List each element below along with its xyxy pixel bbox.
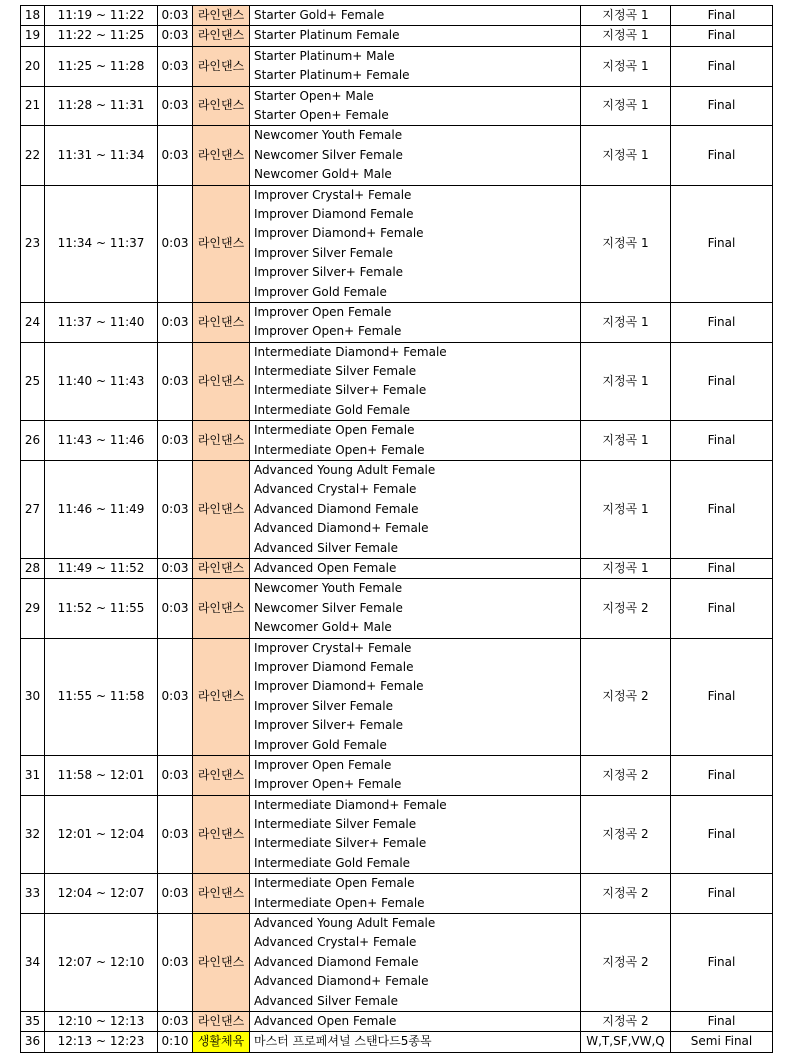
round-stage: Final — [671, 755, 773, 795]
round-stage: Final — [671, 795, 773, 874]
music-selection: 지정곡 2 — [581, 638, 671, 755]
time-slot: 11:43 ~ 11:46 — [45, 421, 158, 461]
event-item: Advanced Diamond+ Female — [254, 974, 429, 989]
event-item: Starter Gold+ Female — [254, 8, 385, 22]
event-item: Newcomer Gold+ Male — [254, 620, 392, 635]
event-item: Improver Gold Female — [254, 737, 387, 752]
table-row — [21, 86, 773, 126]
duration: 0:03 — [158, 342, 193, 421]
event-item: Intermediate Diamond+ Female — [254, 344, 447, 359]
duration: 0:03 — [158, 6, 193, 26]
music-selection: 지정곡 1 — [581, 6, 671, 26]
event-list — [250, 874, 581, 914]
genre: 라인댄스 — [193, 638, 250, 755]
row-number: 27 — [21, 461, 45, 559]
time-slot: 11:28 ~ 11:31 — [45, 86, 158, 126]
event-item: Advanced Diamond+ Female — [254, 521, 429, 536]
event-item: Intermediate Open Female — [254, 423, 415, 438]
event-list — [250, 342, 581, 421]
time-slot: 11:52 ~ 11:55 — [45, 579, 158, 638]
event-item: Improver Open+ Female — [254, 777, 402, 792]
time-slot: 12:01 ~ 12:04 — [45, 795, 158, 874]
row-number: 30 — [21, 638, 45, 755]
table-row — [21, 185, 773, 302]
time-slot: 11:34 ~ 11:37 — [45, 185, 158, 302]
time-slot: 11:40 ~ 11:43 — [45, 342, 158, 421]
row-number: 29 — [21, 579, 45, 638]
duration: 0:03 — [158, 461, 193, 559]
row-number: 35 — [21, 1011, 45, 1031]
round-stage: Final — [671, 342, 773, 421]
event-list — [250, 421, 581, 461]
duration: 0:03 — [158, 302, 193, 342]
event-list — [250, 638, 581, 755]
table-row — [21, 46, 773, 86]
table-row — [21, 795, 773, 874]
event-item: Improver Silver Female — [254, 698, 393, 713]
time-slot: 12:13 ~ 12:23 — [45, 1032, 158, 1052]
row-number: 31 — [21, 755, 45, 795]
duration: 0:03 — [158, 86, 193, 126]
genre: 라인댄스 — [193, 874, 250, 914]
table-row — [21, 461, 773, 559]
event-item: Starter Open+ Male — [254, 88, 374, 103]
row-number: 28 — [21, 558, 45, 578]
event-item: Intermediate Open Female — [254, 876, 415, 891]
event-item: Improver Open Female — [254, 304, 392, 319]
row-number: 33 — [21, 874, 45, 914]
music-selection: 지정곡 1 — [581, 421, 671, 461]
event-item: Improver Crystal+ Female — [254, 640, 412, 655]
event-item: Newcomer Silver Female — [254, 147, 403, 162]
music-selection: 지정곡 1 — [581, 46, 671, 86]
event-list — [250, 795, 581, 874]
schedule-table — [20, 5, 773, 1053]
event-list — [250, 86, 581, 126]
event-list — [250, 26, 581, 46]
event-item: Improver Silver+ Female — [254, 718, 404, 733]
event-item: Advanced Crystal+ Female — [254, 482, 417, 497]
event-item: Intermediate Gold Female — [254, 855, 411, 870]
table-row — [21, 874, 773, 914]
row-number: 21 — [21, 86, 45, 126]
duration: 0:03 — [158, 1011, 193, 1031]
event-item: Improver Gold Female — [254, 284, 387, 299]
event-item: Advanced Crystal+ Female — [254, 935, 417, 950]
event-item: Advanced Diamond Female — [254, 501, 419, 516]
genre: 라인댄스 — [193, 795, 250, 874]
genre: 라인댄스 — [193, 579, 250, 638]
music-selection: 지정곡 1 — [581, 342, 671, 421]
event-item: Newcomer Youth Female — [254, 581, 403, 596]
event-item: Improver Silver+ Female — [254, 265, 404, 280]
round-stage: Final — [671, 185, 773, 302]
time-slot: 11:49 ~ 11:52 — [45, 558, 158, 578]
time-slot: 11:58 ~ 12:01 — [45, 755, 158, 795]
round-stage: Final — [671, 558, 773, 578]
event-item: Improver Diamond+ Female — [254, 679, 424, 694]
table-row — [21, 579, 773, 638]
row-number: 22 — [21, 126, 45, 185]
row-number: 19 — [21, 26, 45, 46]
genre: 라인댄스 — [193, 6, 250, 26]
event-item: Advanced Open Female — [254, 560, 397, 575]
genre: 라인댄스 — [193, 302, 250, 342]
row-number: 23 — [21, 185, 45, 302]
table-row — [21, 26, 773, 46]
event-item: 마스터 프로페셔널 스탠다드5종목 — [254, 1034, 432, 1049]
event-item: Advanced Diamond Female — [254, 954, 419, 969]
round-stage: Final — [671, 638, 773, 755]
genre: 라인댄스 — [193, 86, 250, 126]
duration: 0:03 — [158, 185, 193, 302]
round-stage: Final — [671, 86, 773, 126]
genre: 라인댄스 — [193, 342, 250, 421]
round-stage: Final — [671, 914, 773, 1012]
time-slot: 11:19 ~ 11:22 — [45, 6, 158, 26]
table-row — [21, 6, 773, 26]
event-item: Improver Crystal+ Female — [254, 187, 412, 202]
event-list — [250, 185, 581, 302]
round-stage: Final — [671, 26, 773, 46]
event-list — [250, 126, 581, 185]
duration: 0:03 — [158, 795, 193, 874]
event-item: Improver Open Female — [254, 757, 392, 772]
music-selection: 지정곡 1 — [581, 461, 671, 559]
event-list — [250, 461, 581, 559]
event-item: Newcomer Gold+ Male — [254, 167, 392, 182]
music-selection: 지정곡 1 — [581, 26, 671, 46]
table-row — [21, 342, 773, 421]
table-row — [21, 914, 773, 1012]
row-number: 26 — [21, 421, 45, 461]
music-selection: 지정곡 1 — [581, 302, 671, 342]
music-selection: 지정곡 2 — [581, 914, 671, 1012]
event-item: Advanced Open Female — [254, 1013, 397, 1028]
duration: 0:03 — [158, 638, 193, 755]
row-number: 24 — [21, 302, 45, 342]
event-list — [250, 914, 581, 1012]
time-slot: 11:22 ~ 11:25 — [45, 26, 158, 46]
table-row — [21, 1032, 773, 1052]
duration: 0:03 — [158, 26, 193, 46]
table-row — [21, 1011, 773, 1031]
event-item: Advanced Young Adult Female — [254, 916, 436, 931]
event-item: Advanced Silver Female — [254, 993, 398, 1008]
round-stage: Final — [671, 874, 773, 914]
genre: 라인댄스 — [193, 558, 250, 578]
music-selection: 지정곡 2 — [581, 874, 671, 914]
round-stage: Semi Final — [671, 1032, 773, 1052]
duration: 0:03 — [158, 914, 193, 1012]
genre: 라인댄스 — [193, 1011, 250, 1031]
event-item: Intermediate Diamond+ Female — [254, 797, 447, 812]
time-slot: 12:04 ~ 12:07 — [45, 874, 158, 914]
event-list — [250, 558, 581, 578]
duration: 0:03 — [158, 755, 193, 795]
music-selection: 지정곡 2 — [581, 1011, 671, 1031]
row-number: 36 — [21, 1032, 45, 1052]
round-stage: Final — [671, 302, 773, 342]
round-stage: Final — [671, 6, 773, 26]
event-item: Advanced Young Adult Female — [254, 463, 436, 478]
row-number: 18 — [21, 6, 45, 26]
duration: 0:03 — [158, 421, 193, 461]
genre: 라인댄스 — [193, 421, 250, 461]
duration: 0:10 — [158, 1032, 193, 1052]
event-item: Improver Silver Female — [254, 245, 393, 260]
event-list — [250, 1032, 581, 1052]
event-item: Intermediate Open+ Female — [254, 442, 425, 457]
round-stage: Final — [671, 579, 773, 638]
round-stage: Final — [671, 126, 773, 185]
music-selection: W,T,SF,VW,Q — [581, 1032, 671, 1052]
event-item: Intermediate Silver Female — [254, 364, 417, 379]
music-selection: 지정곡 1 — [581, 86, 671, 126]
time-slot: 12:10 ~ 12:13 — [45, 1011, 158, 1031]
event-item: Intermediate Open+ Female — [254, 895, 425, 910]
event-item: Improver Diamond Female — [254, 206, 414, 221]
genre: 라인댄스 — [193, 126, 250, 185]
event-item: Intermediate Silver+ Female — [254, 836, 427, 851]
music-selection: 지정곡 1 — [581, 558, 671, 578]
genre: 라인댄스 — [193, 185, 250, 302]
time-slot: 11:55 ~ 11:58 — [45, 638, 158, 755]
music-selection: 지정곡 2 — [581, 795, 671, 874]
event-item: Intermediate Silver+ Female — [254, 383, 427, 398]
genre: 생활체육 — [193, 1032, 250, 1052]
event-list — [250, 755, 581, 795]
event-list — [250, 302, 581, 342]
genre: 라인댄스 — [193, 46, 250, 86]
round-stage: Final — [671, 1011, 773, 1031]
time-slot: 11:25 ~ 11:28 — [45, 46, 158, 86]
event-item: Improver Diamond+ Female — [254, 226, 424, 241]
schedule-body — [21, 6, 773, 1053]
row-number: 20 — [21, 46, 45, 86]
event-item: Improver Open+ Female — [254, 324, 402, 339]
event-item: Starter Platinum+ Male — [254, 48, 395, 63]
event-item: Intermediate Silver Female — [254, 817, 417, 832]
music-selection: 지정곡 1 — [581, 126, 671, 185]
event-item: Starter Platinum Female — [254, 28, 400, 43]
table-row — [21, 126, 773, 185]
event-list — [250, 579, 581, 638]
event-item: Intermediate Gold Female — [254, 402, 411, 417]
table-row — [21, 421, 773, 461]
genre: 라인댄스 — [193, 755, 250, 795]
time-slot: 11:46 ~ 11:49 — [45, 461, 158, 559]
event-item: Advanced Silver Female — [254, 540, 398, 555]
music-selection: 지정곡 1 — [581, 185, 671, 302]
row-number: 25 — [21, 342, 45, 421]
duration: 0:03 — [158, 874, 193, 914]
event-item: Improver Diamond Female — [254, 659, 414, 674]
row-number: 34 — [21, 914, 45, 1012]
genre: 라인댄스 — [193, 914, 250, 1012]
event-item: Starter Open+ Female — [254, 107, 389, 122]
genre: 라인댄스 — [193, 461, 250, 559]
event-list — [250, 46, 581, 86]
table-row — [21, 755, 773, 795]
round-stage: Final — [671, 461, 773, 559]
time-slot: 11:31 ~ 11:34 — [45, 126, 158, 185]
round-stage: Final — [671, 46, 773, 86]
time-slot: 11:37 ~ 11:40 — [45, 302, 158, 342]
event-item: Newcomer Youth Female — [254, 128, 403, 143]
duration: 0:03 — [158, 558, 193, 578]
duration: 0:03 — [158, 126, 193, 185]
time-slot: 12:07 ~ 12:10 — [45, 914, 158, 1012]
event-item: Starter Platinum+ Female — [254, 68, 410, 83]
event-list — [250, 6, 581, 26]
event-list — [250, 1011, 581, 1031]
table-row — [21, 302, 773, 342]
duration: 0:03 — [158, 579, 193, 638]
event-item: Newcomer Silver Female — [254, 600, 403, 615]
table-row — [21, 558, 773, 578]
row-number: 32 — [21, 795, 45, 874]
music-selection: 지정곡 2 — [581, 755, 671, 795]
genre: 라인댄스 — [193, 26, 250, 46]
music-selection: 지정곡 2 — [581, 579, 671, 638]
duration: 0:03 — [158, 46, 193, 86]
round-stage: Final — [671, 421, 773, 461]
table-row — [21, 638, 773, 755]
